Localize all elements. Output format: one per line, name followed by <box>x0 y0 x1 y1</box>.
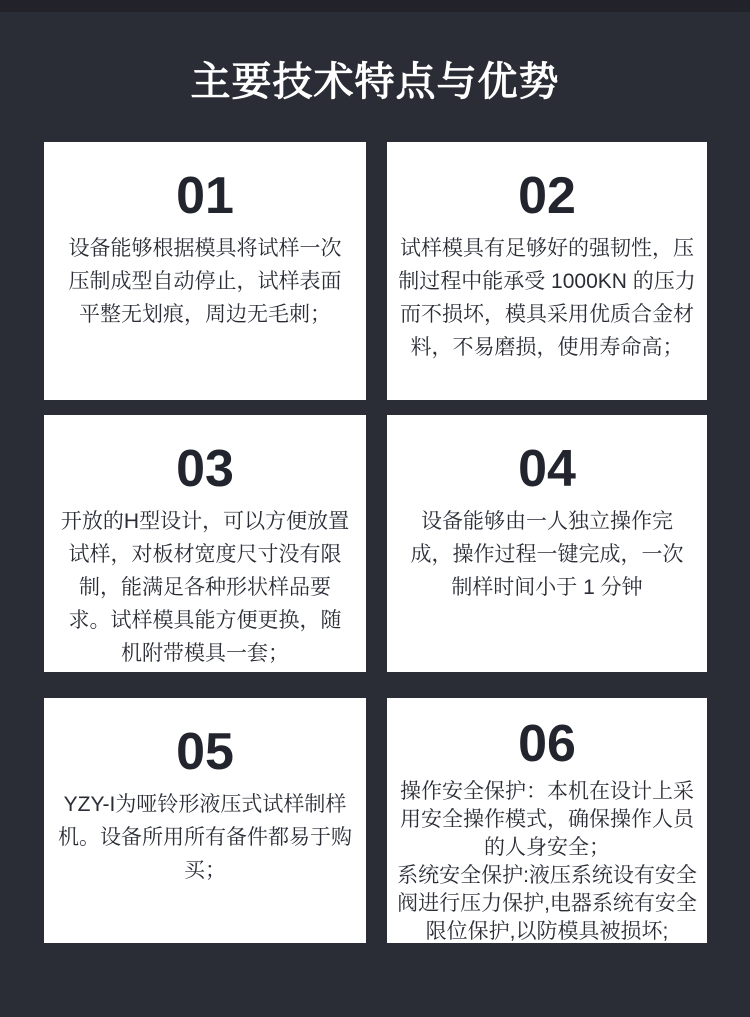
feature-card-03 <box>44 415 366 672</box>
feature-card-04 <box>387 415 707 672</box>
card-number: 05 <box>176 723 234 781</box>
card-text: 试样模具有足够好的强韧性，压制过程中能承受 1000KN 的压力而不损坏，模具采用优质合金材料，不易磨损，使用寿命高； <box>398 237 696 359</box>
card-number: 04 <box>518 440 576 498</box>
card-text: 开放的H型设计，可以方便放置试样，对板材宽度尺寸没有限制，能满足各种形状样品要求。试样模具能方便更换，随机附带模具一套； <box>60 510 350 665</box>
card-number: 02 <box>518 167 576 225</box>
card-text: 操作安全保护：本机在设计上采用安全操作模式，确保操作人员的人身安全； <box>400 780 694 859</box>
card-text: 设备能够由一人独立操作完成，操作过程一键完成，一次制样时间小于 1 分钟 <box>410 510 684 599</box>
card-number: 06 <box>518 715 576 773</box>
feature-card-02 <box>387 142 707 400</box>
card-number: 03 <box>176 440 234 498</box>
page-title: 主要技术特点与优势 <box>190 60 560 104</box>
top-strip <box>0 0 750 12</box>
card-number: 01 <box>176 167 234 225</box>
card-text: 系统安全保护:液压系统设有安全阀进行压力保护,电器系统有安全限位保护,以防模具被损坏; <box>397 864 697 943</box>
card-text: 设备能够根据模具将试样一次压制成型自动停止，试样表面平整无划痕，周边无毛刺； <box>68 237 342 326</box>
feature-card-05 <box>44 698 366 943</box>
card-text: YZY-I为哑铃形液压式试样制样机。设备所用所有备件都易于购买； <box>58 793 352 882</box>
feature-card-06 <box>387 698 707 943</box>
feature-card-01 <box>44 142 366 400</box>
